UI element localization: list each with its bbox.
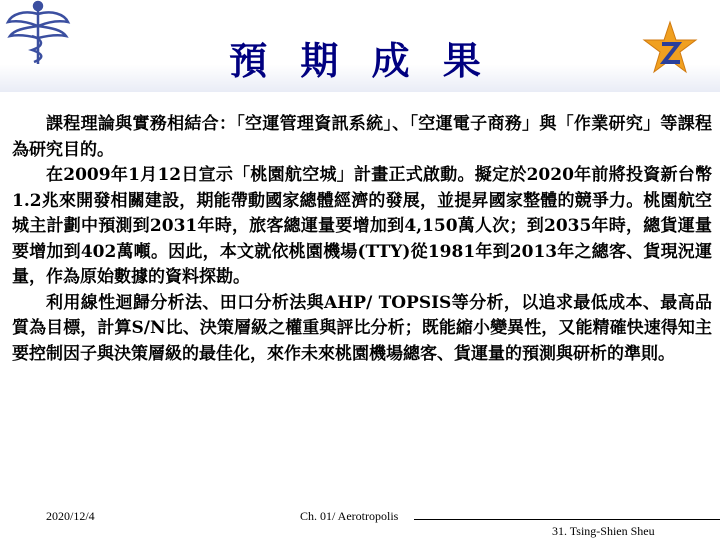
footer-page-author: 31. Tsing-Shien Sheu: [552, 524, 655, 538]
star-logo-icon: [638, 20, 702, 80]
body-content: [12, 112, 712, 367]
paragraph-3: 利用線性迴歸分析法、田口分析法與AHP/ TOPSIS等分析，以追求最低成本、最高品質為目標，計算S/N比、決策層級之權重與評比分析；既能縮小變異性，又能精確快速得知主要控制因子與決策層級的最佳化，來作未來桃園機場總客、貨運量的預測與研析的準則。: [12, 292, 712, 364]
footer-date: 2020/12/4: [46, 509, 95, 523]
footer-divider: [414, 519, 720, 520]
paragraph-1: 課程理論與實務相結合：「空運管理資訊系統」、「空運電子商務」與「作業研究」等課程為研究目的。: [12, 114, 712, 160]
paragraph-2: 在2009年1月12日宣示「桃園航空城」計畫正式啟動。擬定於2020年前將投資新台幣1.2兆來開發相關建設，期能帶動國家總體經濟的發展，並提昇國家整體的競爭力。桃園航空城主計劃中預測到2031年時，旅客總運量要增加到4,150萬人次；到2035年時，總貨運量要增加到402萬噸。因此，本文就依桃園機場(TTY)從1981年到2013年之總客、貨現況運量，作為原始數據的資料探勘。: [12, 165, 712, 287]
page-title: 預 期 成 果: [229, 38, 491, 83]
footer-chapter: Ch. 01/ Aerotropolis: [300, 509, 399, 523]
